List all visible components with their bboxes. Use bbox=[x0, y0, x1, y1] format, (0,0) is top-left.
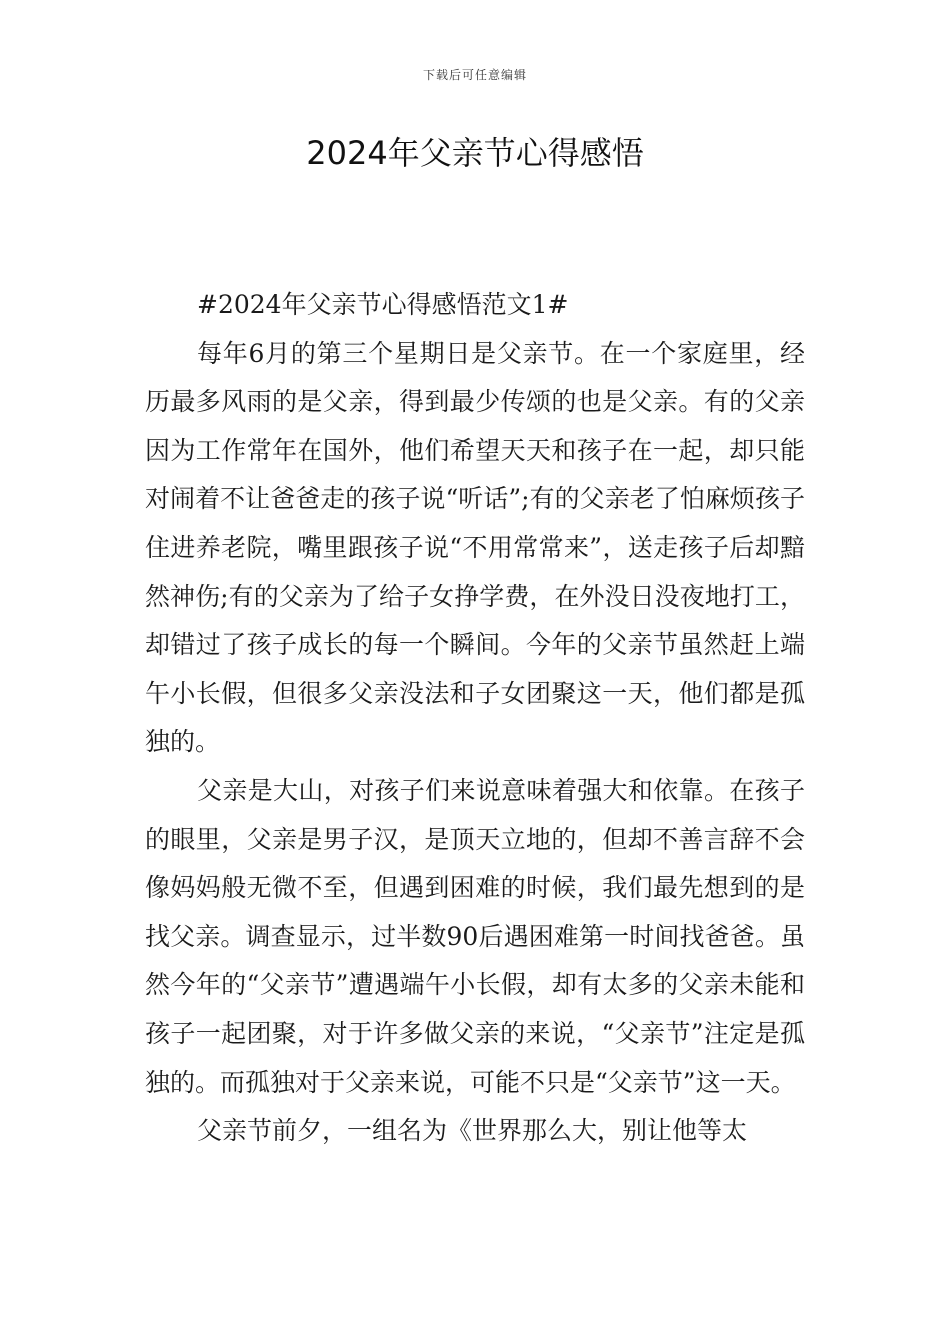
paragraph-3: 父亲节前夕，一组名为《世界那么大，别让他等太 bbox=[197, 1116, 748, 1146]
document-title: 2024年父亲节心得感悟 bbox=[306, 134, 644, 172]
section-heading: #2024年父亲节心得感悟范文1# bbox=[197, 290, 569, 319]
header-note: 下载后可任意编辑 bbox=[422, 68, 527, 82]
document-body bbox=[145, 281, 805, 1156]
paragraph-2: 父亲是大山，对孩子们来说意味着强大和依靠。在孩子的眼里，父亲是男子汉，是顶天立地的，但却不善言辞不会像妈妈般无微不至，但遇到困难的时候，我们最先想到的是找父亲。调查显示，过半数90后遇困难第一时间找爸爸。虽然今年的“父亲节”遭遇端午小长假，却有太多的父亲未能和孩子一起团聚，对于许多做父亲的来说，“父亲节”注定是孤独的。而孤独对于父亲来说，可能不只是“父亲节”这一天。 bbox=[145, 775, 805, 1097]
paragraph-1: 每年6月的第三个星期日是父亲节。在一个家庭里，经历最多风雨的是父亲，得到最少传颂的也是父亲。有的父亲因为工作常年在国外，他们希望天天和孩子在一起，却只能对闹着不让爸爸走的孩子说“听话”;有的父亲老了怕麻烦孩子住进养老院，嘴里跟孩子说“不用常常来”，送走孩子后却黯然神伤;有的父亲为了给子女挣学费，在外没日没夜地打工，却错过了孩子成长的每一个瞬间。今年的父亲节虽然赶上端午小长假，但很多父亲没法和子女团聚这一天，他们都是孤独的。 bbox=[145, 338, 805, 757]
